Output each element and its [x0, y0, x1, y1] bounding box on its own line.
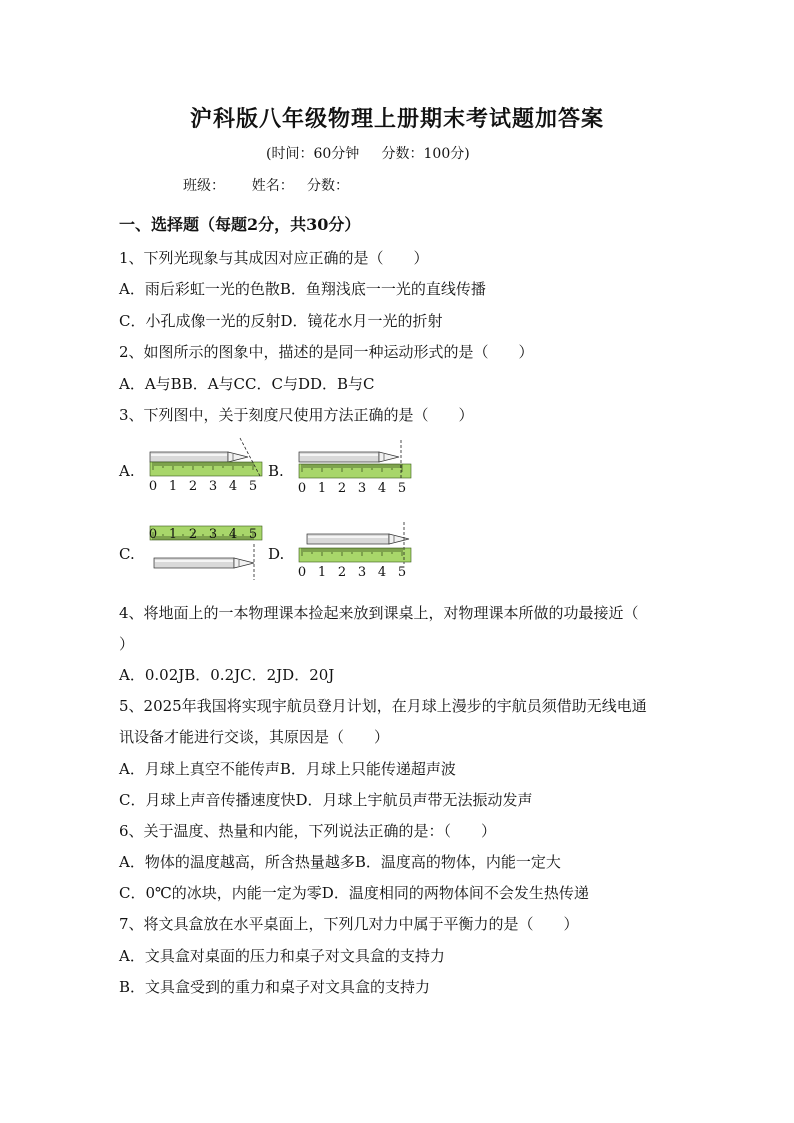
ruler-tick-label: 1 [168, 479, 178, 494]
question-1-options-ab: A．雨后彩虹一光的色散B．鱼翔浅底一一光的直线传播 [119, 280, 486, 298]
ruler-tick-label: 0 [297, 481, 307, 496]
pencil-body [154, 558, 234, 568]
pencil-tip [234, 558, 254, 568]
figure-label-b: B. [268, 462, 284, 480]
ruler-tick-label: 4 [228, 527, 238, 542]
question-3: 3、下列图中，关于刻度尺使用方法正确的是（ ） [119, 406, 474, 424]
question-2: 2、如图所示的图象中，描述的是同一种运动形式的是（ ） [119, 343, 534, 361]
ruler-tick-label: 5 [248, 527, 258, 542]
ruler-tick-label: 4 [228, 479, 238, 494]
question-6: 6、关于温度、热量和内能，下列说法正确的是：（ ） [119, 822, 497, 840]
ruler-tick-label: 3 [357, 481, 367, 496]
question-7-option-b: B．文具盒受到的重力和桌子对文具盒的支持力 [119, 978, 431, 996]
ruler-tick-label: 1 [168, 527, 178, 542]
ruler-tick-label: 2 [188, 479, 198, 494]
ruler-tick-label: 3 [208, 527, 218, 542]
ruler-tick-label: 2 [188, 527, 198, 542]
question-7: 7、将文具盒放在水平桌面上，下列几对力中属于平衡力的是（ ） [119, 915, 579, 933]
ruler-tick-label: 0 [148, 479, 158, 494]
question-1-options-cd: C．小孔成像一光的反射D．镜花水月一光的折射 [119, 312, 443, 330]
exam-time-score: (时间：60分钟 分数：100分) [266, 146, 470, 162]
figure-label-d: D. [268, 545, 285, 563]
question-5-options-ab: A．月球上真空不能传声B．月球上只能传递超声波 [119, 760, 456, 778]
figure-label-c: C. [119, 545, 135, 563]
ruler-tick-label: 4 [377, 481, 387, 496]
question-1: 1、下列光现象与其成因对应正确的是（ ） [119, 249, 429, 267]
figure-label-a: A. [119, 462, 135, 480]
student-info-line: 班级： 姓名： 分数： [183, 178, 350, 194]
ruler-figure-d [297, 520, 415, 584]
ruler-tick-label: 0 [297, 565, 307, 580]
ruler-tick-label: 3 [208, 479, 218, 494]
ruler-figure-c [148, 520, 266, 584]
question-2-options: A．A与BB．A与CC．C与DD．B与C [119, 375, 375, 393]
question-7-option-a: A．文具盒对桌面的压力和桌子对文具盒的支持力 [119, 947, 445, 965]
pencil-tip [379, 452, 399, 462]
pencil-body [299, 452, 379, 462]
ruler-tick-label: 5 [248, 479, 258, 494]
section-heading-choice: 一、选择题（每题2分，共30分） [119, 215, 361, 234]
ruler-tick-label: 0 [148, 527, 158, 542]
question-6-options-ab: A．物体的温度越高，所含热量越多B．温度高的物体，内能一定大 [119, 853, 561, 871]
pencil-tip [228, 452, 248, 462]
ruler-figure-b [297, 436, 415, 500]
ruler-tick-label: 5 [397, 481, 407, 496]
ruler-tick-label: 2 [337, 481, 347, 496]
question-4-line2: ） [119, 635, 135, 653]
ruler-tick-label: 5 [397, 565, 407, 580]
question-4-line1: 4、将地面上的一本物理课本捡起来放到课桌上，对物理课本所做的功最接近（ [119, 604, 639, 622]
ruler-tick-label: 2 [337, 565, 347, 580]
ruler-tick-label: 3 [357, 565, 367, 580]
ruler-figure-a [148, 436, 266, 500]
question-6-options-cd: C．0℃的冰块，内能一定为零D．温度相同的两物体间不会发生热传递 [119, 884, 589, 902]
pencil-body [307, 534, 389, 544]
ruler-tick-label: 1 [317, 481, 327, 496]
question-4-options: A．0.02JB．0.2JC．2JD．20J [119, 666, 335, 684]
question-5-line1: 5、2025年我国将实现宇航员登月计划，在月球上漫步的宇航员须借助无线电通 [119, 697, 647, 715]
pencil-tip [389, 534, 409, 544]
question-5-options-cd: C．月球上声音传播速度快D．月球上宇航员声带无法振动发声 [119, 791, 533, 809]
ruler-tick-label: 4 [377, 565, 387, 580]
ruler-tick-label: 1 [317, 565, 327, 580]
question-5-line2: 讯设备才能进行交谈，其原因是（ ） [119, 728, 390, 746]
page-title: 沪科版八年级物理上册期末考试题加答案 [189, 106, 604, 132]
pencil-body [150, 452, 228, 462]
